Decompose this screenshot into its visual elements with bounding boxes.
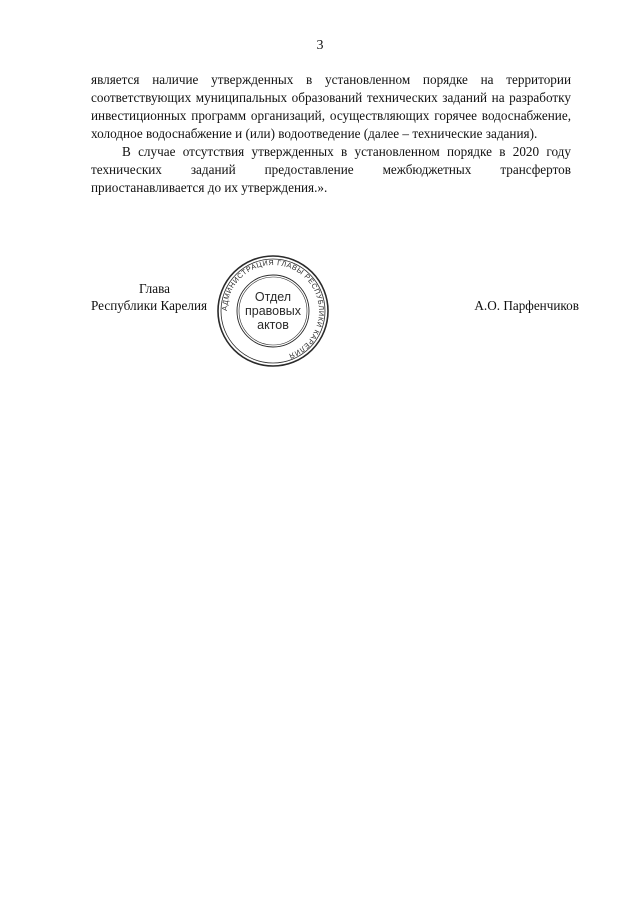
stamp-line-3: актов [257,318,289,332]
signatory-name: А.О. Парфенчиков [474,298,579,313]
paragraph-missing-tasks: В случае отсутствия утвержденных в установленном порядке в 2020 году технических заданий предоставление межбюджетных трансфертов приостанавливается до их утверждения.». [91,144,571,195]
stamp-line-1: Отдел [254,290,292,304]
paragraph-continuation: является наличие утвержденных в установленном порядке на территории соответствующих муниципальных образований технических заданий на разработку инвестиционных программ организаций, осуществляющих горячее водоснабжение, холодное водоснабжение и (или) водоотведение (далее – технические задания). [91,72,571,141]
page-number: 3 [316,38,324,53]
stamp-ring-text: АДМИНИСТРАЦИЯ ГЛАВЫ РЕСПУБЛИКИ КАРЕЛИЯ [219,257,327,361]
document-body [91,71,571,197]
stamp-center-text [216,254,330,368]
signatory-title-line2: Республики Карелия [91,298,208,313]
official-stamp [216,254,330,368]
stamp-line-2: правовых [245,304,301,318]
signatory-title-line1: Глава [139,281,170,296]
